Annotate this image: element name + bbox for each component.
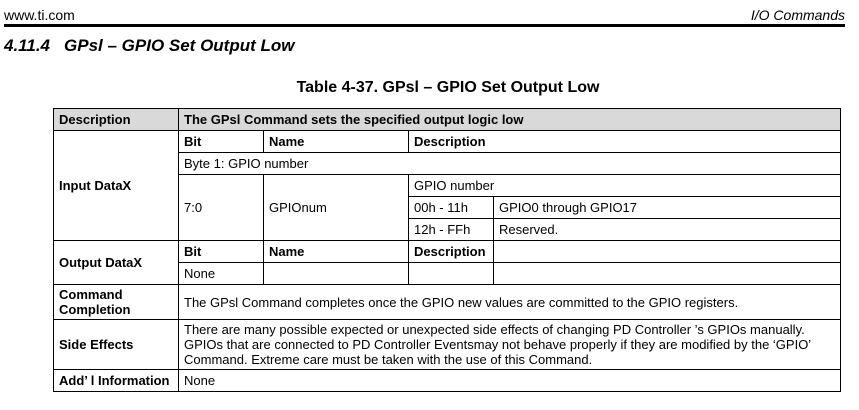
input-datax-label: Input DataX	[54, 131, 179, 241]
completion-row	[54, 285, 841, 320]
output-col-name: Name	[264, 241, 409, 263]
input-name: GPIOnum	[264, 175, 409, 241]
input-col-bit: Bit	[179, 131, 264, 153]
side-effects-row	[54, 320, 841, 370]
output-col-empty	[494, 241, 841, 263]
completion-label: Command Completion	[54, 285, 179, 320]
input-header-row	[54, 131, 841, 153]
output-datax-label: Output DataX	[54, 241, 179, 285]
description-row	[54, 109, 841, 131]
output-empty	[494, 263, 841, 285]
input-bits: 7:0	[179, 175, 264, 241]
output-header-row	[54, 241, 841, 263]
chapter-title: I/O Commands	[750, 7, 845, 23]
input-value-meaning: GPIO0 through GPIO17	[494, 197, 841, 219]
output-col-bit: Bit	[179, 241, 264, 263]
output-bit: None	[179, 263, 264, 285]
input-col-name: Name	[264, 131, 409, 153]
description-label: Description	[54, 109, 179, 131]
input-byte-label: Byte 1: GPIO number	[179, 153, 841, 175]
output-description	[409, 263, 494, 285]
additional-info-row	[54, 370, 841, 392]
input-description: GPIO number	[409, 175, 841, 197]
side-effects-label: Side Effects	[54, 320, 179, 370]
section-title: GPsl – GPIO Set Output Low	[64, 36, 295, 55]
additional-info-label: Add’ l Information	[54, 370, 179, 392]
completion-value: The GPsl Command completes once the GPIO new values are committed to the GPIO registers.	[179, 285, 841, 320]
description-value: The GPsl Command sets the specified output logic low	[179, 109, 841, 131]
section-number: 4.11.4	[4, 36, 51, 55]
header-rule	[4, 24, 845, 27]
table-caption: Table 4-37. GPsl – GPIO Set Output Low	[296, 79, 600, 96]
site-url: www.ti.com	[4, 7, 75, 23]
additional-info-value: None	[179, 370, 841, 392]
input-col-description: Description	[409, 131, 841, 153]
side-effects-value: There are many possible expected or unexpected side effects of changing PD Controller ’s GPIOs manually. GPIOs that are connected to PD Controller Eventsmay not behave properly if they are modified by the ‘GPIO’ Command. Extreme care must be taken with the use of this Command.	[179, 320, 841, 370]
command-table	[53, 108, 841, 392]
input-value-range: 12h - FFh	[409, 219, 494, 241]
output-col-description: Description	[409, 241, 494, 263]
input-value-meaning: Reserved.	[494, 219, 841, 241]
output-name	[264, 263, 409, 285]
section-heading	[4, 36, 294, 56]
input-value-range: 00h - 11h	[409, 197, 494, 219]
